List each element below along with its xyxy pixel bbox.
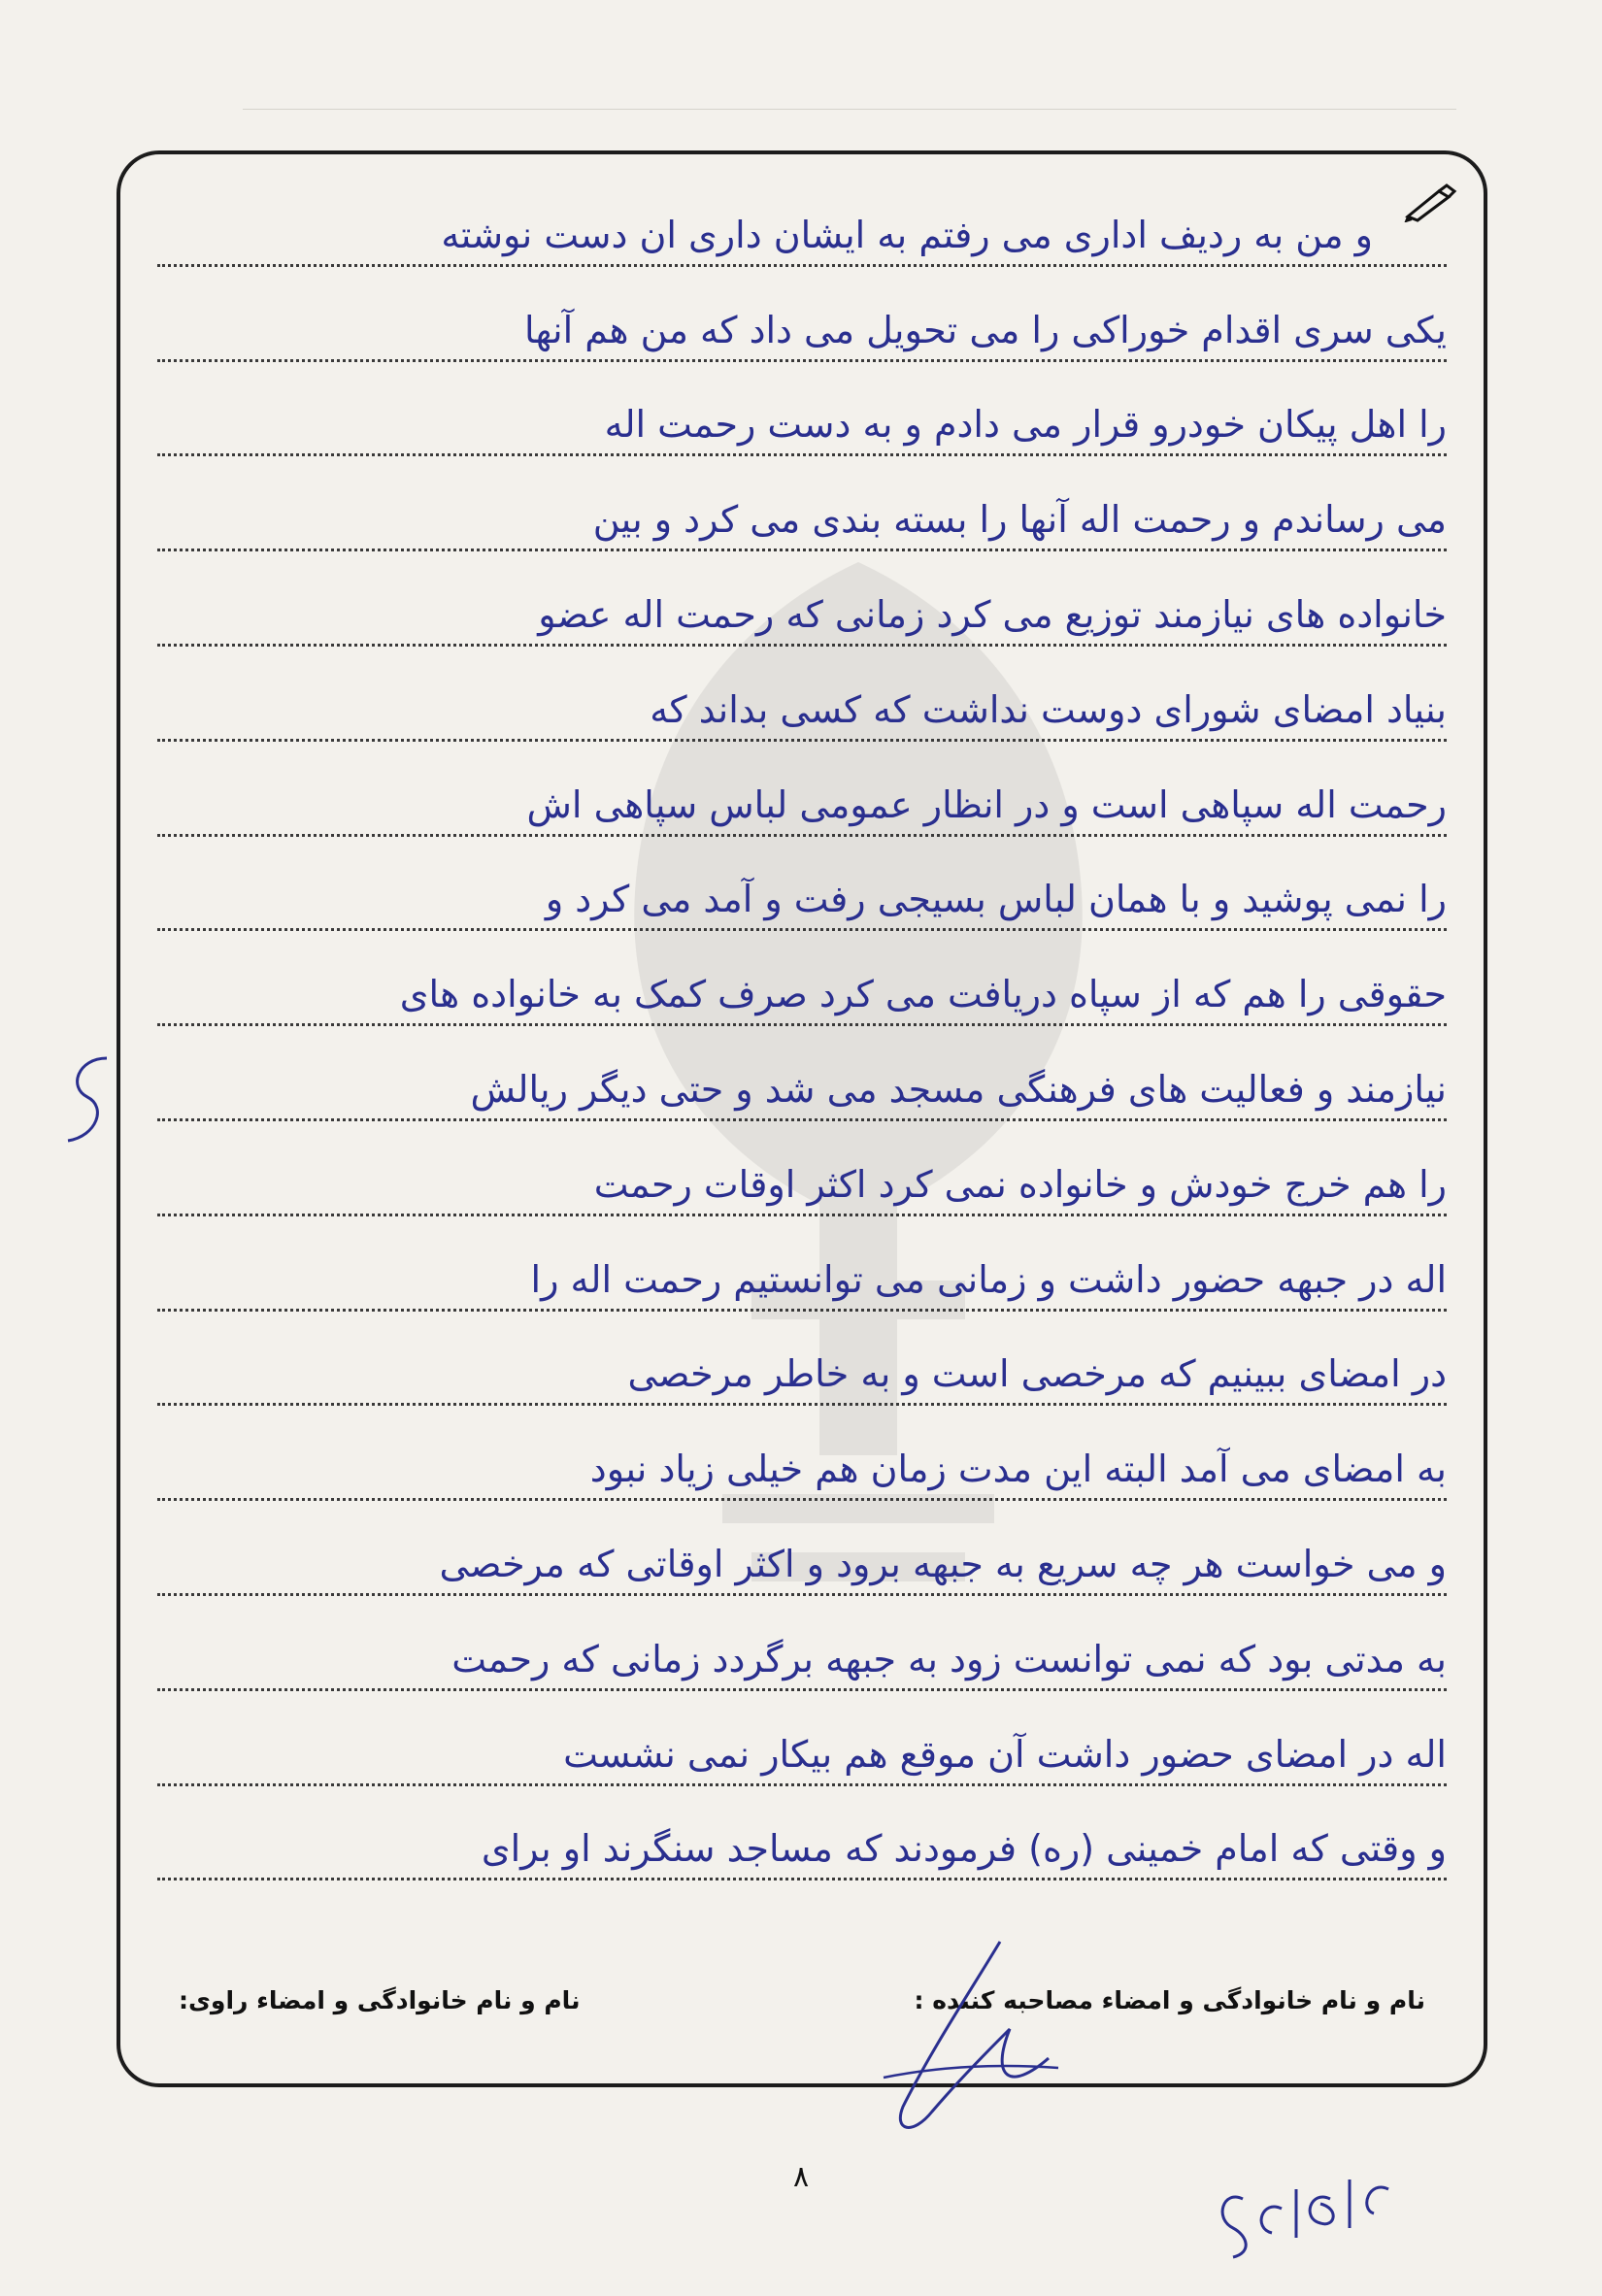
text-line — [157, 1415, 1447, 1511]
text-line — [157, 1226, 1447, 1321]
text-line — [157, 1131, 1447, 1226]
line-text: به مدتی بود که نمی توانست زود به جبهه برگردد زمانی که رحمت — [451, 1637, 1447, 1680]
page-top-border — [243, 109, 1456, 110]
text-line — [157, 1511, 1447, 1606]
line-text: را نمی پوشید و با همان لباس بسیجی رفت و آمد می کرد و — [545, 878, 1447, 921]
line-text: به امضای می آمد البته این مدت زمان هم خیلی زیاد نبود — [589, 1447, 1447, 1491]
line-text: رحمت اله سپاهی است و در انظار عمومی لباس سپاهی اش — [526, 782, 1447, 826]
signature-footer — [179, 1986, 1425, 2035]
text-line — [157, 182, 1447, 277]
line-text: را هم خرج خودش و خانواده نمی کرد اکثر اوقات رحمت — [593, 1162, 1447, 1206]
text-line — [157, 466, 1447, 561]
writing-frame — [117, 150, 1487, 2087]
line-text: را اهل پیکان خودرو قرار می دادم و به دست رحمت اله — [604, 403, 1447, 447]
interviewer-signature — [845, 1922, 1078, 2155]
line-text: و می خواست هر چه سریع به جبهه برود و اکثر اوقاتی که مرخصی — [439, 1542, 1447, 1585]
handwritten-lines — [157, 182, 1447, 1890]
line-text: بنیاد امضای شورای دوست نداشت که کسی بداند که — [650, 687, 1447, 731]
text-line — [157, 372, 1447, 467]
line-text: و من به ردیف اداری می رفتم به ایشان داری ان دست نوشته — [441, 213, 1373, 256]
text-line — [157, 1796, 1447, 1891]
line-text: نیازمند و فعالیت های فرهنگی مسجد می شد و حتی دیگر ریالش — [470, 1067, 1447, 1111]
narrator-signature-label: نام و نام خانوادگی و امضاء راوی: — [179, 1986, 581, 2014]
text-line — [157, 1321, 1447, 1416]
text-line — [157, 751, 1447, 847]
line-text: می رساندم و رحمت اله آنها را بسته بندی می کرد و بین — [592, 498, 1447, 542]
bottom-handwritten-note — [1204, 2160, 1398, 2277]
text-line — [157, 1606, 1447, 1701]
line-text: اله در امضای حضور داشت آن موقع هم بیکار نمی نشست — [563, 1732, 1447, 1776]
interviewer-signature-label: نام و نام خانوادگی و امضاء مصاحبه کننده : — [914, 1986, 1425, 2014]
line-text: حقوقی را هم که از سپاه دریافت می کرد صرف کمک به خانواده های — [399, 973, 1447, 1016]
text-line — [157, 941, 1447, 1036]
line-text: یکی سری اقدام خوراکی را می تحویل می داد که من هم آنها — [523, 308, 1447, 351]
text-line — [157, 561, 1447, 656]
text-line — [157, 656, 1447, 751]
text-line — [157, 1036, 1447, 1131]
line-text: اله در جبهه حضور داشت و زمانی می توانستیم رحمت اله را — [530, 1257, 1447, 1301]
text-line — [157, 847, 1447, 942]
text-line — [157, 277, 1447, 372]
page-number: ۸ — [792, 2160, 810, 2194]
line-text: خانواده های نیازمند توزیع می کرد زمانی که رحمت اله عضو — [538, 592, 1447, 636]
margin-handwriting-mark — [39, 1039, 126, 1165]
line-text: در امضای ببینیم که مرخصی است و به خاطر مرخصی — [627, 1352, 1447, 1396]
text-line — [157, 1701, 1447, 1796]
line-text: و وقتی که امام خمینی (ره) فرمودند که مساجد سنگرند او برای — [481, 1827, 1447, 1871]
